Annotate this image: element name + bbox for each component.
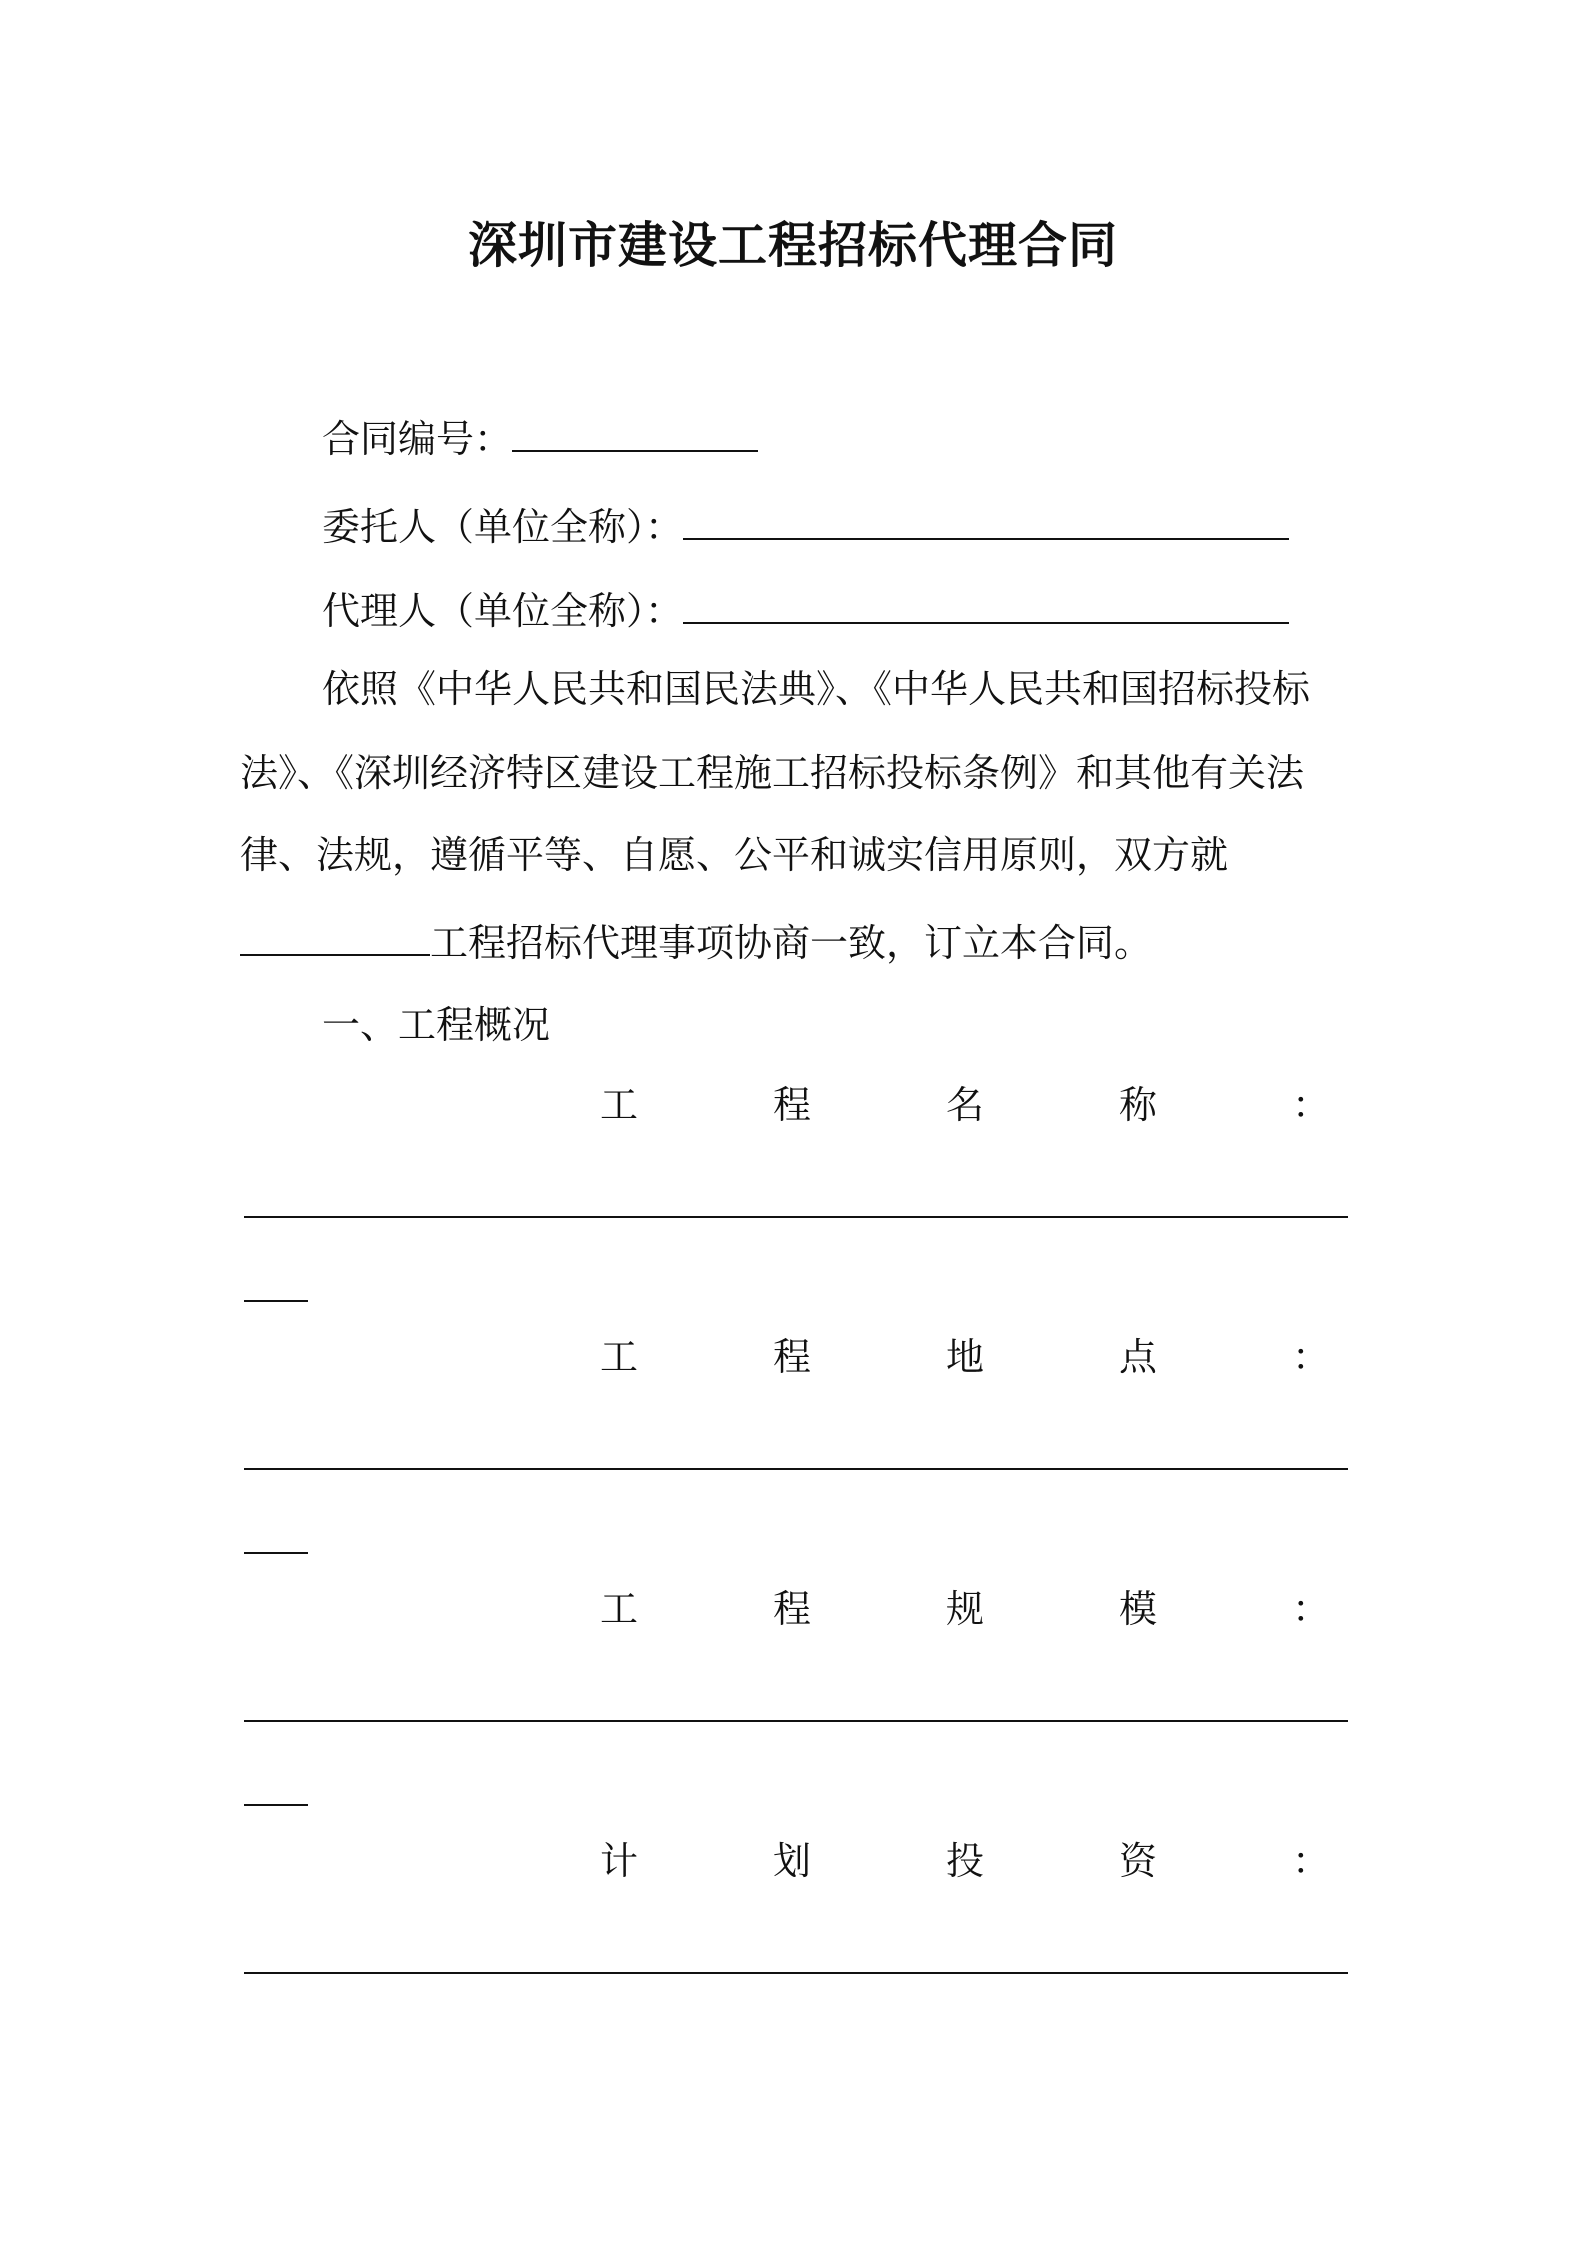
contract-number-row <box>322 414 758 464</box>
document-title: 深圳市建设工程招标代理合同 <box>467 217 1118 274</box>
project-location-rule-end[interactable] <box>244 1552 308 1554</box>
preamble-line-1: 依照《中华人民共和国民法典》、《中华人民共和国招标投标 <box>322 667 1311 711</box>
principal-row <box>322 502 1289 552</box>
project-location-label: 工 程 地 点 ： <box>600 1335 1330 1379</box>
planned-investment-label: 计 划 投 资 ： <box>600 1839 1330 1883</box>
agent-label: 代理人（单位全称）： <box>322 589 684 633</box>
planned-investment-rule[interactable] <box>244 1972 1348 1974</box>
project-location-rule[interactable] <box>244 1468 1348 1470</box>
contract-number-label: 合同编号： <box>322 417 513 461</box>
project-name-label: 工 程 名 称 ： <box>600 1083 1330 1127</box>
project-scale-label: 工 程 规 模 ： <box>600 1587 1330 1631</box>
preamble-line-4 <box>240 918 1152 968</box>
project-name-rule[interactable] <box>244 1216 1348 1218</box>
project-name-rule-end[interactable] <box>244 1300 308 1302</box>
principal-blank[interactable] <box>683 508 1289 540</box>
preamble-line-3: 律、法规，遵循平等、自愿、公平和诚实信用原则，双方就 <box>240 833 1229 877</box>
preamble-line-4-text: 工程招标代理事项协商一致，订立本合同。 <box>430 921 1153 965</box>
project-name-blank[interactable] <box>240 924 430 956</box>
agent-row <box>322 586 1289 636</box>
project-scale-rule[interactable] <box>244 1720 1348 1722</box>
contract-number-blank[interactable] <box>512 420 758 452</box>
preamble-line-2: 法》、《深圳经济特区建设工程施工招标投标条例》和其他有关法 <box>240 751 1305 795</box>
agent-blank[interactable] <box>683 592 1289 624</box>
section-1-heading: 一、工程概况 <box>322 1003 551 1047</box>
principal-label: 委托人（单位全称）： <box>322 505 684 549</box>
project-scale-rule-end[interactable] <box>244 1804 308 1806</box>
